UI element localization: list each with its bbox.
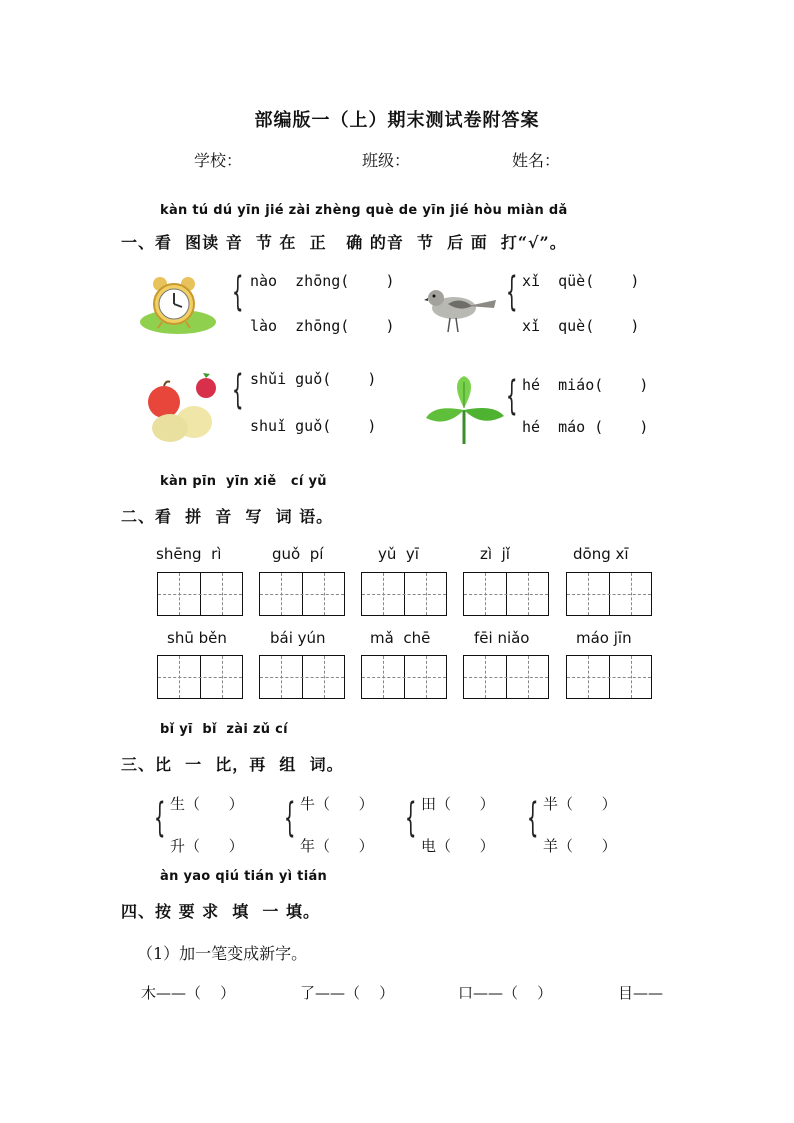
writing-grid[interactable] xyxy=(157,655,243,699)
writing-grid[interactable] xyxy=(361,572,447,616)
fill-item: 口——（ ） xyxy=(458,984,553,1002)
word-pinyin: zì jǐ xyxy=(480,545,510,563)
compare-char: 年（ ） xyxy=(300,837,374,855)
compare-char: 电（ ） xyxy=(421,837,495,855)
word-pinyin: yǔ yī xyxy=(378,545,419,563)
option-a: shǔi guǒ( ) xyxy=(250,370,377,388)
brace-icon: { xyxy=(506,269,518,315)
writing-grid[interactable] xyxy=(463,572,549,616)
option-b: shuǐ guǒ( ) xyxy=(250,417,377,435)
class-label: 班级： xyxy=(362,151,411,170)
writing-grid[interactable] xyxy=(259,655,345,699)
subquestion-1: （1）加一笔变成新字。 xyxy=(137,944,308,963)
writing-grid[interactable] xyxy=(566,655,652,699)
option-a: xǐ qüè( ) xyxy=(522,272,640,290)
word-pinyin: shū běn xyxy=(167,629,227,647)
section2-pinyin: kàn pīn yīn xiě cí yǔ xyxy=(160,474,327,489)
section2-heading: 二、看 拼 音 写 词 语。 xyxy=(121,507,334,526)
word-pinyin: bái yún xyxy=(270,629,326,647)
alarm-clock-icon xyxy=(138,276,216,334)
fill-item: 了——（ ） xyxy=(300,984,395,1002)
brace-icon: { xyxy=(506,373,518,419)
writing-grid[interactable] xyxy=(157,572,243,616)
compare-char: 田（ ） xyxy=(421,795,495,813)
section3-pinyin: bǐ yī bǐ zài zǔ cí xyxy=(160,722,288,737)
compare-char: 生（ ） xyxy=(170,795,244,813)
word-pinyin: mǎ chē xyxy=(370,629,431,647)
brace-icon: { xyxy=(232,367,244,413)
word-pinyin: dōng xī xyxy=(573,545,629,563)
fruit-icon xyxy=(128,372,220,444)
school-label: 学校： xyxy=(194,151,243,170)
fill-item: 目—— xyxy=(618,984,664,1002)
section1-heading: 一、看 图读 音 节 在 正 确 的音 节 后 面 打“√”。 xyxy=(121,233,567,252)
option-b: lào zhōng( ) xyxy=(250,317,395,335)
section1-pinyin: kàn tú dú yīn jié zài zhèng què de yīn jié hòu miàn dǎ xyxy=(160,203,568,218)
option-a: hé miáo( ) xyxy=(522,376,649,394)
option-b: hé máo ( ) xyxy=(522,418,649,436)
option-a: nào zhōng( ) xyxy=(250,272,395,290)
word-pinyin: fēi niǎo xyxy=(474,629,530,647)
word-pinyin: guǒ pí xyxy=(272,545,324,563)
sparrow-icon xyxy=(424,282,498,340)
writing-grid[interactable] xyxy=(259,572,345,616)
compare-char: 半（ ） xyxy=(543,795,617,813)
compare-char: 升（ ） xyxy=(170,837,244,855)
brace-icon: { xyxy=(405,795,417,841)
brace-icon: { xyxy=(527,795,539,841)
brace-icon: { xyxy=(284,795,296,841)
word-pinyin: máo jīn xyxy=(576,629,632,647)
writing-grid[interactable] xyxy=(361,655,447,699)
writing-grid[interactable] xyxy=(463,655,549,699)
name-label: 姓名： xyxy=(512,151,561,170)
section4-heading: 四、按 要 求 填 一 填。 xyxy=(121,902,320,921)
compare-char: 牛（ ） xyxy=(300,795,374,813)
brace-icon: { xyxy=(154,795,166,841)
brace-icon: { xyxy=(232,269,244,315)
page-title: 部编版一（上）期末测试卷附答案 xyxy=(254,110,540,131)
compare-char: 羊（ ） xyxy=(543,837,617,855)
section4-pinyin: àn yao qiú tián yì tián xyxy=(160,869,328,884)
option-b: xǐ què( ) xyxy=(522,317,640,335)
section3-heading: 三、比 一 比，再 组 词。 xyxy=(121,755,344,774)
writing-grid[interactable] xyxy=(566,572,652,616)
seedling-icon xyxy=(424,374,506,446)
word-pinyin: shēng rì xyxy=(156,545,222,563)
fill-item: 木——（ ） xyxy=(141,984,236,1002)
